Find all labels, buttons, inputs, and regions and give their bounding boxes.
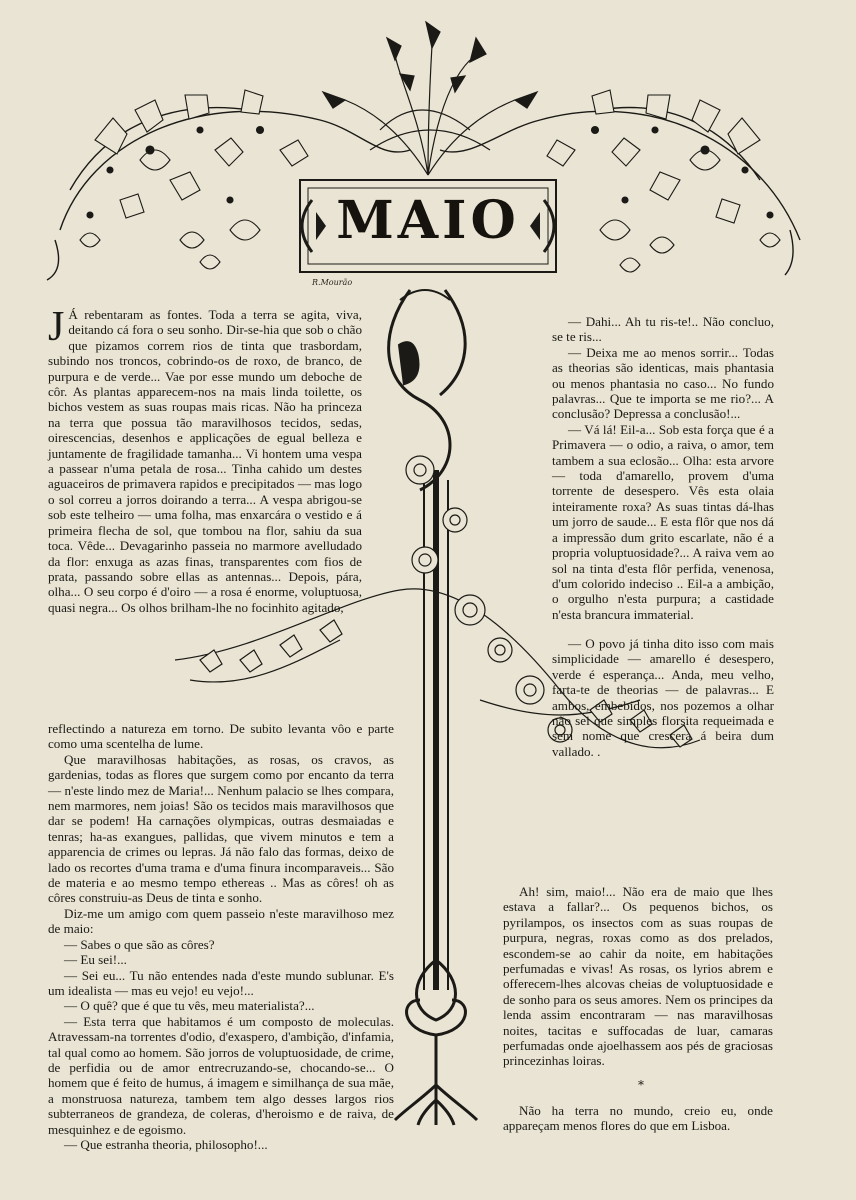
dialogue-line: — Dahi... Ah tu ris-te!.. Não concluo, se te ris...: [552, 314, 774, 345]
artist-signature: R.Mourão: [312, 278, 353, 287]
paragraph: Não ha terra no mundo, creio eu, onde appareçam menos flores do que em Lisboa.: [503, 1103, 773, 1134]
dialogue-line: — Que estranha theoria, philosopho!...: [64, 1136, 268, 1152]
garland-flowers-right: [547, 90, 780, 272]
garland-flowers-left: [80, 90, 308, 269]
art-nouveau-column: [389, 290, 466, 990]
lily-bouquet: [323, 22, 537, 175]
drop-cap: J: [48, 304, 65, 350]
paragraph: Que maravilhosas habitações, as rosas, os cravos, as gardenias, todas as flores que surgem como por encanto da terra — n'este lindo mez de Maria!... Nenhum palacio se lhes compara, nem marmores, nem joias! São os tecidos mais maravilhosos que dar se podem! Ha carnações olympicas, outras desmaiadas e tenras; ha-as exangues, pallidas, que vivem minutos e tem a apparencia de crimes ou lepras. Já não falo das formas, deixo de lado os recortes d'uma trama e d'uma finura incomparaveis... São de materia e ao mesmo tempo ethereas .. Mas as côres! oh as côres construiu-as Deus de tinta e sonho.: [48, 751, 394, 906]
dialogue-line: — Esta terra que habitamos é um composto de moleculas. Atravessam-na torrentes d'odio, d'exaspero, d'ambição, d'infamia, tal qual como ao homem. São jorros de voluptuosidade, de crime, de perfidia ou de amor entrecruzando-se, chocando-se... O homem que é feito de humus, á imagem e similhança de sua mãe, a monstruosa natureza, tambem tem algo desses largos rios subterraneos de grandeza, de coleras, d'heroismo e de raiva, de mesquinhez e de egoismo.: [48, 1013, 394, 1137]
dialogue-line: — Eu sei!...: [64, 952, 127, 968]
dialogue-line: — Sei eu... Tu não entendes nada d'este mundo sublunar. E's um idealista — mas eu vejo! eu vejo!...: [48, 967, 394, 998]
article-closing: [503, 1103, 773, 1134]
page-title: MAIO: [336, 190, 520, 251]
dialogue-line: — Vá lá! Eil-a... Sob esta força que é a Primavera — o odio, a raiva, o amor, tem tambem a sua eclosão... Olha: esta arvore — toda d'amarello, provem d'uma torrente de desespero. Vês esta olaia inteiramente roxa? As suas tintas dá-lhas um jorro de saude... E esta flôr que nos dá a impressão dum grito escarlate, não é a propria voluptuosidade?... A raiva vem ao sol na tinta d'esta flôr perfida, venenosa, d'um colorido indeciso .. Eil-a a ambição, o orgulho n'esta purpura; a castidade n'esta brancura immaterial.: [552, 421, 774, 622]
article-column-left-bottom: [48, 721, 394, 1152]
paragraph: Ah! sim, maio!... Não era de maio que lhes estava a fallar?... Os pequenos bichos, os pyrilampos, os insectos com as suas roupas de purpura, negras, roxas como as dos prelados, escondem-se ao cahir da noite, em habitações perfumadas e vivas! As rosas, os lyrios abrem e offerecem-lhes alcovas cheias de voluptuosidade e de sonho para os seus amores. Nem os principes da lenda assim encontraram — nas maravilhosas noites, tacitas e suffocadas de luar, camaras perfumadas onde ajoelhassem aos pés de graciosas princezinhas loiras.: [503, 884, 773, 1069]
opening-paragraph: Á rebentaram as fontes. Toda a terra se agita, viva, deitando cá fora o seu sonho. Dir-se-hia que sob o chão que pizamos correm rios de tinta que trasbordam, subindo nos troncos, cobrindo-os de roxo, de branco, de purpura e de verde... Vae por esse mundo um deboche de côr. As plantas apparecem-nos na mais linda toilette, os bichos vestem as suas roupas mais ricas. Não ha princeza na terra que possua tão maravilhosos tecidos, sedas, oirescencias, desenhos e applicações de egual belleza e juntamente de fragilidade tamanha... Vi hontem uma vespa a passear n'uma petala de rosa... Tinha cahido um destes aguaceiros de primavera rapidos e precipitados — mas logo o sol correu a jorros doirando a terra... A vespa abrigou-se sob este telheiro — uma folha, mas enxarcára o vestido e á primeira flecha de sol, que tombou na flor, sahiu da sua toca. Vêde... Devagarinho passeia no marmore avelludado da flor: enxuga as azas finas, transparentes com fios de prata, passando sobre ellas as antennas... Depois, pára, olha... O seu corpo é d'oiro — a rosa é enorme, voluptuosa, quasi negra... Os olhos brilham-lhe no focinhito agitado,: [48, 307, 362, 615]
paragraph: reflectindo a natureza em torno. De subito levanta vôo e parte como uma scentelha de lume.: [48, 721, 394, 752]
section-separator: *: [638, 1078, 644, 1092]
dialogue-line: — O quê? que é que tu vês, meu materialista?...: [64, 998, 315, 1014]
dialogue-line: — O povo já tinha dito isso com mais simplicidade — amarello é desespero, verde é esperança... Anda, meu velho, farta-te de theorias — de palavras... E ambos, embebidos, nos pozemos a olhar não sei que simples florsita requeimada e sem nome que crescera á beira dum vallado. .: [552, 636, 774, 759]
article-column-right-bottom: [503, 884, 773, 1069]
dialogue-line: — Sabes o que são as côres?: [64, 936, 215, 952]
dialogue-line: — Deixa me ao menos sorrir... Todas as theorias são identicas, mais phantasia ou menos phantasia no caso... No fundo palavras... Que te importa se me rio?... A conclusão? Depressa a conclusão!...: [552, 344, 774, 422]
article-column-left-top: [48, 304, 362, 615]
article-column-right-top: [552, 314, 774, 622]
article-column-right-middle: [552, 636, 774, 759]
paragraph: Diz-me um amigo com quem passeio n'este maravilhoso mez de maio:: [48, 905, 394, 937]
